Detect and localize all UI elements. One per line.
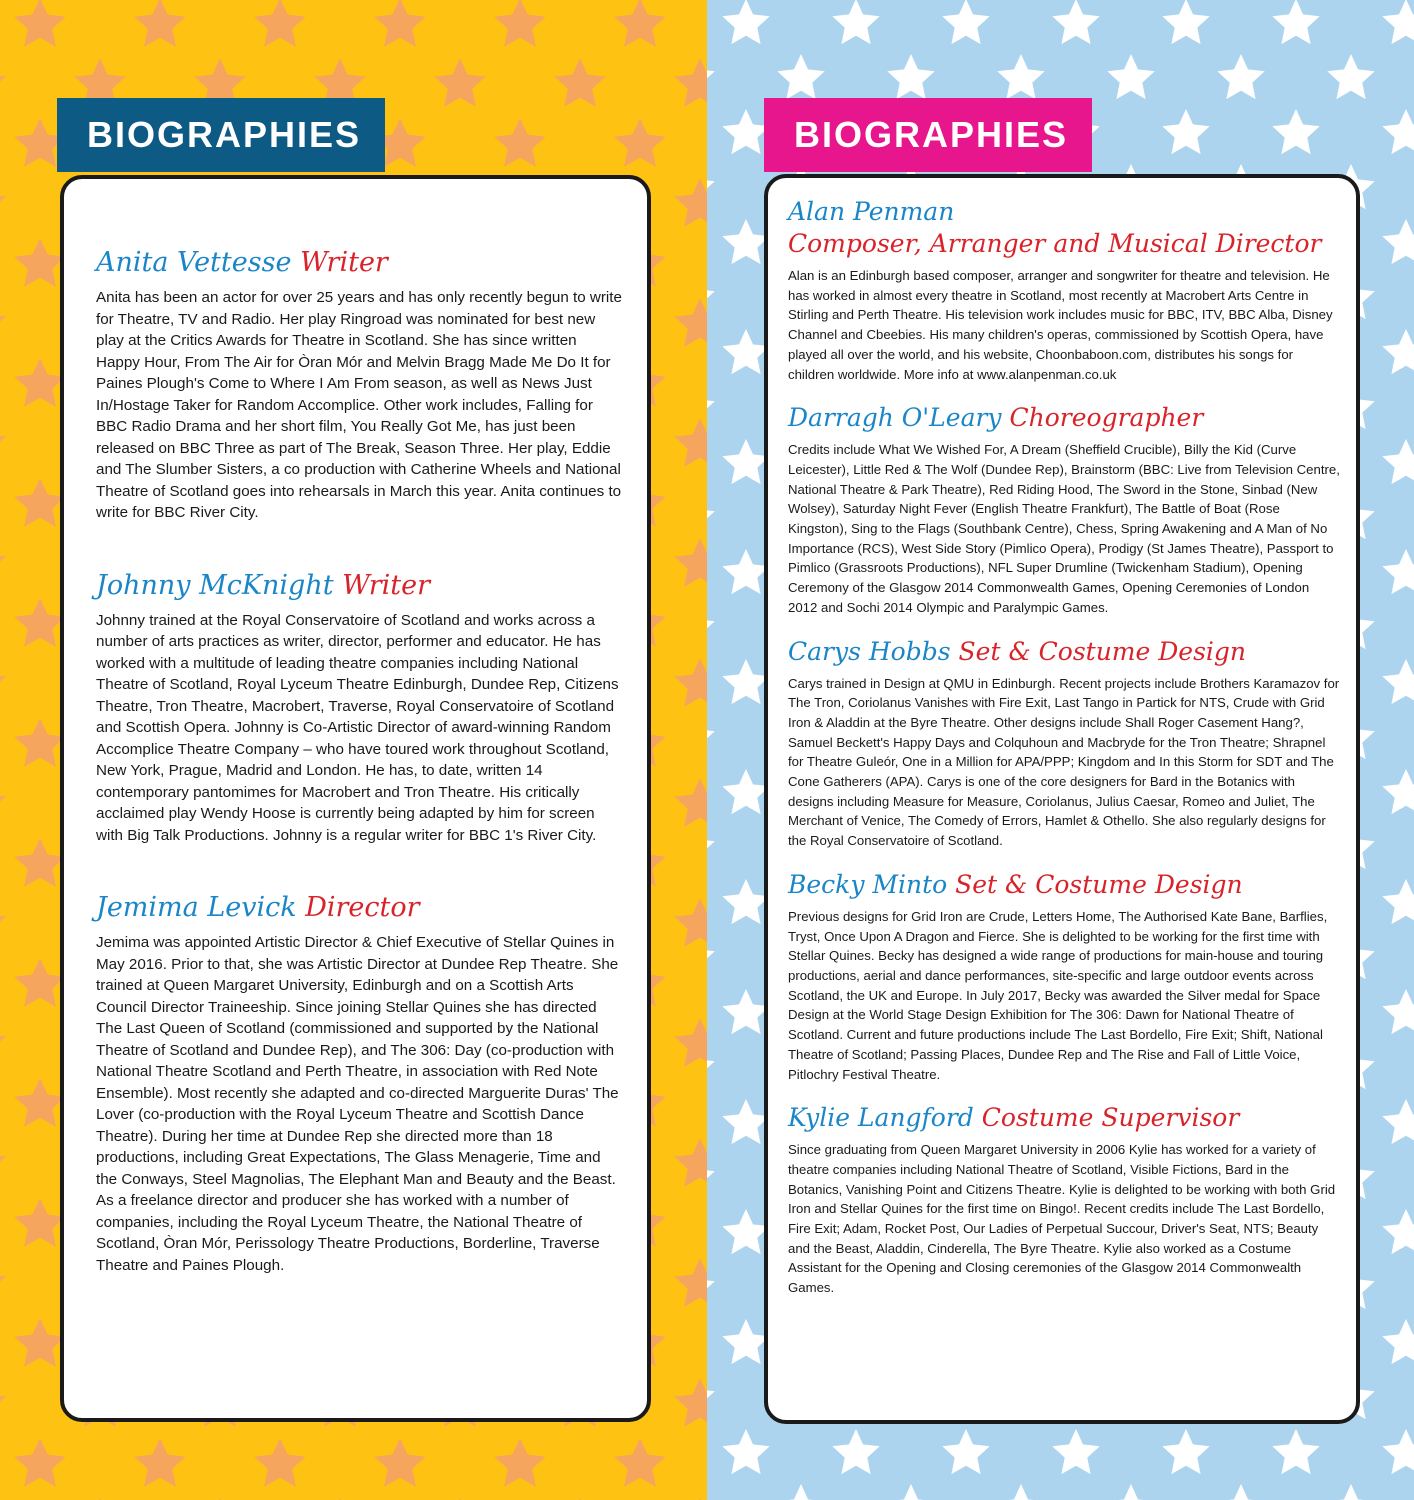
bio-text: Johnny trained at the Royal Conservatoire of Scotland and works across a number of arts practices as writer, director, performer and educator. He has worked with a multitude of leading theatre companies including National Theatre of Scotland, Royal Lyceum Theatre Edinburgh, Dundee Rep, Citizens Theatre, Tron Theatre, Macrobert, Traverse, Royal Conservatoire of Scotland and Scottish Opera. Johnny is Co-Artistic Director of award-winning Random Accomplice Theatre Company – who have toured work throughout Scotland, New York, Prague, Madrid and London. He has, to date, written 14 contemporary pantomimes for Macrobert and Tron Theatre. His critically acclaimed play Wendy Hoose is currently being adapted by him for screen with Big Talk Productions. Johnny is a regular writer for BBC 1's River City. xyxy=(96,611,619,844)
bio-text: Since graduating from Queen Margaret University in 2006 Kylie has worked for a variety of theatre companies including National Theatre of Scotland, Visible Fictions, Bard in the Botanics, Vanishing Point and Citizens Theatre. Kylie is delighted to be working with both Grid Iron and Stellar Quines for the first time on Bingo!. Recent credits include The Last Bordello, Fire Exit; Adam, Rocket Post, Our Ladies of Perpetual Succour, Driver's Seat, NTS; Beauty and the Beast, Aladdin, Cinderella, The Byre Theatre. Kylie also worked as a Costume Assistant for the Opening and Closing ceremonies of the Glasgow 2014 Commonwealth Games. xyxy=(788,1142,1336,1296)
bio-role: Writer xyxy=(342,569,430,601)
bio-text: Previous designs for Grid Iron are Crude, Letters Home, The Authorised Kate Bane, Barflies, Tryst, Once Upon A Dragon and Fierce. She is delighted to be working for the first time with Stellar Quines. Becky has designed a wide range of productions for main-house and touring productions, aerial and dance performances, site-specific and large outdoor events across Scotland, the UK and Europe. In July 2017, Becky was awarded the Silver medal for Space Design at the World Stage Design Exhibition for The 306: Dawn for National Theatre of Scotland. Current and future productions include The Last Bordello, Fire Exit; Shift, National Theatre of Scotland; Passing Places, Dundee Rep and The Rise and Fall of Little Voice, Pitlochry Festival Theatre. xyxy=(788,908,1328,1082)
bio-johnny-mcknight xyxy=(96,568,623,847)
bio-carys-hobbs xyxy=(788,636,1342,851)
right-biography-card xyxy=(764,174,1360,1424)
bio-heading xyxy=(788,869,1342,901)
bio-heading xyxy=(96,245,623,281)
bio-name: Carys Hobbs xyxy=(788,636,951,666)
bio-name: Jemima Levick xyxy=(96,892,297,923)
bio-role: Set & Costume Design xyxy=(955,869,1243,899)
bio-text: Anita has been an actor for over 25 years and has only recently begun to write for Theatre, TV and Radio. Her play Ringroad was nominated for best new play at the Critics Awards for Theatre in Scotland. She has since written Happy Hour, From The Air for Òran Mór and Melvin Bragg Made Me Do It for Paines Plough's Come to Where I Am From season, as well as News Just In/Hostage Taker for Random Accomplice. Other work includes, Falling for BBC Radio Drama and her short film, You Really Got Me, has just been released on BBC Three as part of The Break, Season Three. Her play, Eddie and The Slumber Sisters, a co production with Catherine Wheels and National Theatre of Scotland goes into rehearsals in March this year. Anita continues to write for BBC River City. xyxy=(96,289,622,521)
right-biographies-tab: BIOGRAPHIES xyxy=(764,98,1092,172)
bio-becky-minto xyxy=(788,869,1342,1084)
left-biographies-tab: BIOGRAPHIES xyxy=(57,98,385,172)
bio-heading xyxy=(788,196,1342,260)
bio-text: Credits include What We Wished For, A Dream (Sheffield Crucible), Billy the Kid (Curve Leicester), Little Red & The Wolf (Dundee Rep), Brainstorm (BBC: Live from Television Centre, National Theatre & Park Theatre), Red Riding Hood, The Sword in the Stone, Sinbad (New Wolsey), Saturday Night Fever (English Theatre Frankfurt), The Battle of Boat (Rose Kingston), Sing to the Flags (Southbank Centre), Chess, Spring Awakening and A Man of No Importance (RCS), West Side Story (Pimlico Opera), Prodigy (St James Theatre), Passport to Pimlico (Grassroots Productions), NFL Super Drumline (Twickenham Stadium), Opening Ceremony of the Glasgow 2014 Commonwealth Games, Opening Ceremonies of London 2012 and Sochi 2014 Olympic and Paralympic Games. xyxy=(788,442,1340,615)
bio-heading xyxy=(788,402,1342,434)
bio-heading xyxy=(788,1102,1342,1134)
bio-role: Director xyxy=(305,892,420,923)
bio-role: Writer xyxy=(300,247,388,278)
bio-kylie-langford xyxy=(788,1102,1342,1298)
bio-name: Darragh O'Leary xyxy=(788,403,1002,433)
bio-text: Jemima was appointed Artistic Director & Chief Executive of Stellar Quines in May 2016. Prior to that, she was Artistic Director at Dundee Rep Theatre. She trained at Queen Margaret University, Edinburgh and on a Scottish Arts Council Director Traineeship. Since joining Stellar Quines she has directed The Last Queen of Scotland (commissioned and supported by the National Theatre of Scotland and Dundee Rep), and The 306: Day (co-production with National Theatre Scotland and Perth Theatre, in association with Red Note Ensemble). Most recently she adapted and co-directed Marguerite Duras' The Lover (co-production with the Royal Lyceum Theatre and Scottish Dance Theatre). During her time at Dundee Rep she directed more than 18 productions, including Great Expectations, The Glass Menagerie, Time and the Conways, Steel Magnolias, The Elephant Man and Beauty and the Beast. As a freelance director and producer she has worked with a number of companies, including the Royal Lyceum Theatre, the National Theatre of Scotland, Òran Mór, Perissology Theatre Productions, Borderline, Traverse Theatre and Paines Plough. xyxy=(96,934,619,1274)
bio-name: Alan Penman xyxy=(788,197,955,226)
bio-anita-vettesse xyxy=(96,245,623,524)
bio-name: Anita Vettesse xyxy=(96,247,292,278)
bio-role: Set & Costume Design xyxy=(958,636,1247,666)
bio-heading xyxy=(96,568,623,604)
bio-text: Alan is an Edinburgh based composer, arranger and songwriter for theatre and television. He has worked in almost every theatre in Scotland, most recently at Macrobert Arts Centre in Stirling and Perth Theatre. His television work includes music for BBC, ITV, BBC Alba, Disney Channel and Cbeebies. His many children's operas, commissioned by Scottish Opera, have played all over the world, and his website, Choonbaboon.com, distributes his songs for children worldwide. More info at www.alanpenman.co.uk xyxy=(788,268,1333,382)
bio-role: Composer, Arranger and Musical Director xyxy=(788,229,1322,258)
bio-role: Choreographer xyxy=(1009,403,1204,433)
bio-name: Becky Minto xyxy=(788,869,948,899)
left-biography-card xyxy=(60,175,651,1422)
bio-text: Carys trained in Design at QMU in Edinburgh. Recent projects include Brothers Karamazov for The Tron, Coriolanus Vanishes with Fire Exit, Last Tango in Partick for NTS, Crude with Grid Iron & Aladdin at the Byre Theatre. Other designs include Shall Roger Casement Hang?, Samuel Beckett's Happy Days and Colquhoun and Macbryde for the Tron Theatre; Shrapnel for Theatre Guleór, One in a Million for APA/PPP; Kingdom and In this Storm for SDT and The Cone Gatherers (APA). Carys is one of the core designers for Bard in the Botanics with designs including Measure for Measure, Coriolanus, Julius Caesar, Romeo and Juliet, The Merchant of Venice, The Comedy of Errors, Hamlet & Othello. She also regularly designs for the Royal Conservatoire of Scotland. xyxy=(788,675,1340,849)
bio-heading xyxy=(788,636,1342,668)
bio-role: Costume Supervisor xyxy=(981,1103,1240,1133)
bio-name: Kylie Langford xyxy=(788,1103,974,1133)
bio-alan-penman xyxy=(788,196,1342,384)
bio-darragh-oleary xyxy=(788,402,1342,617)
bio-jemima-levick xyxy=(96,890,623,1276)
bio-heading xyxy=(96,890,623,926)
bio-name: Johnny McKnight xyxy=(96,569,334,601)
